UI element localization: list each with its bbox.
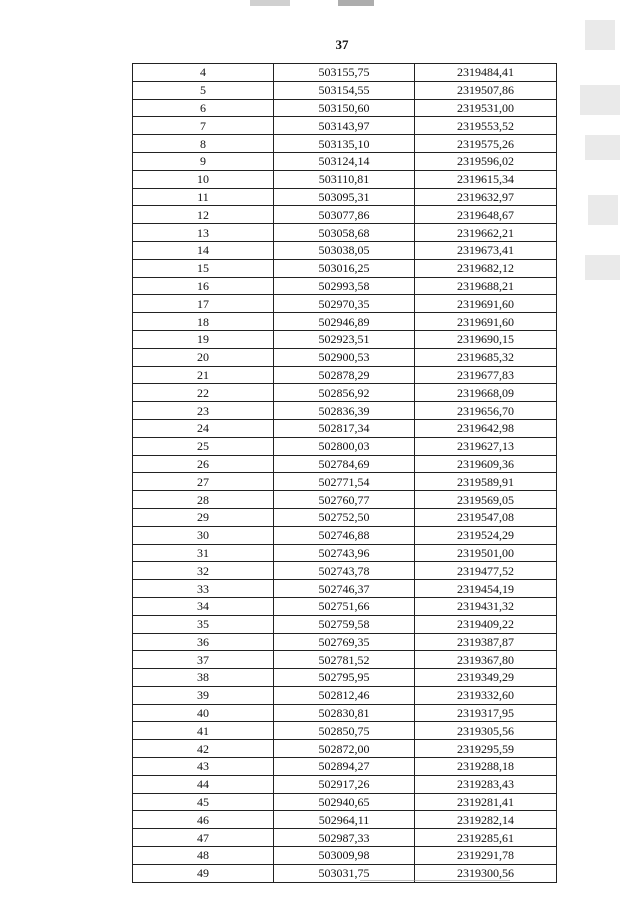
point-number-cell: 21	[133, 366, 274, 384]
table-row	[133, 491, 557, 509]
y-coordinate-cell: 2319596,02	[415, 152, 557, 170]
point-number-cell: 49	[133, 864, 274, 882]
x-coordinate-cell: 502781,52	[274, 651, 415, 669]
x-coordinate-cell: 502760,77	[274, 491, 415, 509]
x-coordinate-cell: 503143,97	[274, 117, 415, 135]
y-coordinate-cell: 2319547,08	[415, 508, 557, 526]
table-row	[133, 793, 557, 811]
table-row	[133, 117, 557, 135]
point-number-cell: 35	[133, 615, 274, 633]
table-row	[133, 295, 557, 313]
y-coordinate-cell: 2319349,29	[415, 669, 557, 687]
point-number-cell: 42	[133, 740, 274, 758]
point-number-cell: 43	[133, 758, 274, 776]
x-coordinate-cell: 503095,31	[274, 188, 415, 206]
y-coordinate-cell: 2319642,98	[415, 419, 557, 437]
x-coordinate-cell: 502800,03	[274, 437, 415, 455]
point-number-cell: 4	[133, 64, 274, 82]
point-number-cell: 27	[133, 473, 274, 491]
point-number-cell: 23	[133, 402, 274, 420]
table-row	[133, 811, 557, 829]
x-coordinate-cell: 502771,54	[274, 473, 415, 491]
table-row	[133, 152, 557, 170]
scan-artifact-right	[585, 20, 615, 50]
x-coordinate-cell: 502812,46	[274, 686, 415, 704]
x-coordinate-cell: 502940,65	[274, 793, 415, 811]
table-row	[133, 633, 557, 651]
y-coordinate-cell: 2319317,95	[415, 704, 557, 722]
table-row	[133, 384, 557, 402]
y-coordinate-cell: 2319281,41	[415, 793, 557, 811]
y-coordinate-cell: 2319531,00	[415, 99, 557, 117]
table-row	[133, 829, 557, 847]
y-coordinate-cell: 2319668,09	[415, 384, 557, 402]
y-coordinate-cell: 2319283,43	[415, 775, 557, 793]
y-coordinate-cell: 2319673,41	[415, 241, 557, 259]
x-coordinate-cell: 502856,92	[274, 384, 415, 402]
y-coordinate-cell: 2319295,59	[415, 740, 557, 758]
x-coordinate-cell: 502759,58	[274, 615, 415, 633]
table-row	[133, 473, 557, 491]
y-coordinate-cell: 2319615,34	[415, 170, 557, 188]
x-coordinate-cell: 502993,58	[274, 277, 415, 295]
point-number-cell: 17	[133, 295, 274, 313]
y-coordinate-cell: 2319691,60	[415, 313, 557, 331]
point-number-cell: 22	[133, 384, 274, 402]
x-coordinate-cell: 503038,05	[274, 241, 415, 259]
y-coordinate-cell: 2319285,61	[415, 829, 557, 847]
x-coordinate-cell: 503009,98	[274, 847, 415, 865]
y-coordinate-cell: 2319431,32	[415, 597, 557, 615]
point-number-cell: 20	[133, 348, 274, 366]
x-coordinate-cell: 502743,96	[274, 544, 415, 562]
point-number-cell: 40	[133, 704, 274, 722]
x-coordinate-cell: 503124,14	[274, 152, 415, 170]
point-number-cell: 33	[133, 580, 274, 598]
point-number-cell: 11	[133, 188, 274, 206]
point-number-cell: 32	[133, 562, 274, 580]
table-row	[133, 722, 557, 740]
table-row	[133, 206, 557, 224]
point-number-cell: 6	[133, 99, 274, 117]
table-row	[133, 348, 557, 366]
point-number-cell: 9	[133, 152, 274, 170]
x-coordinate-cell: 503155,75	[274, 64, 415, 82]
table-row	[133, 188, 557, 206]
y-coordinate-cell: 2319409,22	[415, 615, 557, 633]
y-coordinate-cell: 2319300,56	[415, 864, 557, 882]
x-coordinate-cell: 503016,25	[274, 259, 415, 277]
x-coordinate-cell: 502751,66	[274, 597, 415, 615]
y-coordinate-cell: 2319501,00	[415, 544, 557, 562]
y-coordinate-cell: 2319524,29	[415, 526, 557, 544]
x-coordinate-cell: 502850,75	[274, 722, 415, 740]
x-coordinate-cell: 503150,60	[274, 99, 415, 117]
y-coordinate-cell: 2319632,97	[415, 188, 557, 206]
table-row	[133, 562, 557, 580]
y-coordinate-cell: 2319454,19	[415, 580, 557, 598]
x-coordinate-cell: 502946,89	[274, 313, 415, 331]
point-number-cell: 25	[133, 437, 274, 455]
table-row	[133, 615, 557, 633]
y-coordinate-cell: 2319691,60	[415, 295, 557, 313]
point-number-cell: 30	[133, 526, 274, 544]
table-row	[133, 847, 557, 865]
point-number-cell: 18	[133, 313, 274, 331]
point-number-cell: 39	[133, 686, 274, 704]
point-number-cell: 28	[133, 491, 274, 509]
x-coordinate-cell: 502830,81	[274, 704, 415, 722]
point-number-cell: 41	[133, 722, 274, 740]
x-coordinate-cell: 502795,95	[274, 669, 415, 687]
table-row	[133, 455, 557, 473]
scan-artifact-bottom	[360, 880, 510, 881]
point-number-cell: 24	[133, 419, 274, 437]
point-number-cell: 15	[133, 259, 274, 277]
x-coordinate-cell: 502878,29	[274, 366, 415, 384]
y-coordinate-cell: 2319569,05	[415, 491, 557, 509]
y-coordinate-cell: 2319690,15	[415, 330, 557, 348]
table-row	[133, 508, 557, 526]
x-coordinate-cell: 502746,37	[274, 580, 415, 598]
y-coordinate-cell: 2319332,60	[415, 686, 557, 704]
x-coordinate-cell: 502836,39	[274, 402, 415, 420]
x-coordinate-cell: 503154,55	[274, 81, 415, 99]
table-row	[133, 402, 557, 420]
y-coordinate-cell: 2319575,26	[415, 135, 557, 153]
coordinates-table-body	[133, 64, 557, 883]
table-row	[133, 758, 557, 776]
table-row	[133, 241, 557, 259]
point-number-cell: 14	[133, 241, 274, 259]
table-row	[133, 651, 557, 669]
x-coordinate-cell: 503077,86	[274, 206, 415, 224]
y-coordinate-cell: 2319288,18	[415, 758, 557, 776]
table-row	[133, 580, 557, 598]
y-coordinate-cell: 2319589,91	[415, 473, 557, 491]
point-number-cell: 36	[133, 633, 274, 651]
point-number-cell: 13	[133, 224, 274, 242]
y-coordinate-cell: 2319627,13	[415, 437, 557, 455]
x-coordinate-cell: 502872,00	[274, 740, 415, 758]
y-coordinate-cell: 2319291,78	[415, 847, 557, 865]
y-coordinate-cell: 2319688,21	[415, 277, 557, 295]
table-row	[133, 224, 557, 242]
x-coordinate-cell: 503110,81	[274, 170, 415, 188]
y-coordinate-cell: 2319507,86	[415, 81, 557, 99]
x-coordinate-cell: 502746,88	[274, 526, 415, 544]
table-row	[133, 99, 557, 117]
y-coordinate-cell: 2319648,67	[415, 206, 557, 224]
scan-artifact-right	[580, 85, 620, 115]
table-row	[133, 669, 557, 687]
point-number-cell: 46	[133, 811, 274, 829]
x-coordinate-cell: 502817,34	[274, 419, 415, 437]
y-coordinate-cell: 2319305,56	[415, 722, 557, 740]
y-coordinate-cell: 2319553,52	[415, 117, 557, 135]
table-row	[133, 81, 557, 99]
table-row	[133, 526, 557, 544]
x-coordinate-cell: 502917,26	[274, 775, 415, 793]
table-row	[133, 686, 557, 704]
table-row	[133, 544, 557, 562]
table-row	[133, 704, 557, 722]
x-coordinate-cell: 502894,27	[274, 758, 415, 776]
y-coordinate-cell: 2319484,41	[415, 64, 557, 82]
x-coordinate-cell: 503058,68	[274, 224, 415, 242]
point-number-cell: 47	[133, 829, 274, 847]
y-coordinate-cell: 2319282,14	[415, 811, 557, 829]
point-number-cell: 29	[133, 508, 274, 526]
table-row	[133, 313, 557, 331]
page-number: 37	[335, 37, 349, 52]
table-row	[133, 135, 557, 153]
point-number-cell: 44	[133, 775, 274, 793]
point-number-cell: 34	[133, 597, 274, 615]
scan-artifact-right	[588, 195, 618, 225]
table-row	[133, 330, 557, 348]
point-number-cell: 10	[133, 170, 274, 188]
point-number-cell: 19	[133, 330, 274, 348]
table-row	[133, 775, 557, 793]
table-row	[133, 170, 557, 188]
x-coordinate-cell: 502784,69	[274, 455, 415, 473]
x-coordinate-cell: 502987,33	[274, 829, 415, 847]
scan-artifact-right	[585, 255, 620, 280]
point-number-cell: 26	[133, 455, 274, 473]
point-number-cell: 31	[133, 544, 274, 562]
table-row	[133, 366, 557, 384]
point-number-cell: 8	[133, 135, 274, 153]
x-coordinate-cell: 503135,10	[274, 135, 415, 153]
y-coordinate-cell: 2319677,83	[415, 366, 557, 384]
x-coordinate-cell: 502923,51	[274, 330, 415, 348]
point-number-cell: 7	[133, 117, 274, 135]
y-coordinate-cell: 2319682,12	[415, 259, 557, 277]
table-row	[133, 259, 557, 277]
table-row	[133, 437, 557, 455]
y-coordinate-cell: 2319656,70	[415, 402, 557, 420]
table-row	[133, 277, 557, 295]
y-coordinate-cell: 2319367,80	[415, 651, 557, 669]
x-coordinate-cell: 502743,78	[274, 562, 415, 580]
y-coordinate-cell: 2319387,87	[415, 633, 557, 651]
y-coordinate-cell: 2319685,32	[415, 348, 557, 366]
x-coordinate-cell: 502900,53	[274, 348, 415, 366]
scan-artifact-right	[585, 135, 620, 160]
table-row	[133, 597, 557, 615]
point-number-cell: 12	[133, 206, 274, 224]
point-number-cell: 16	[133, 277, 274, 295]
point-number-cell: 5	[133, 81, 274, 99]
table-row	[133, 740, 557, 758]
x-coordinate-cell: 502752,50	[274, 508, 415, 526]
x-coordinate-cell: 502964,11	[274, 811, 415, 829]
y-coordinate-cell: 2319477,52	[415, 562, 557, 580]
y-coordinate-cell: 2319662,21	[415, 224, 557, 242]
x-coordinate-cell: 503031,75	[274, 864, 415, 882]
table-row	[133, 64, 557, 82]
table-row	[133, 419, 557, 437]
x-coordinate-cell: 502970,35	[274, 295, 415, 313]
x-coordinate-cell: 502769,35	[274, 633, 415, 651]
point-number-cell: 37	[133, 651, 274, 669]
point-number-cell: 48	[133, 847, 274, 865]
scan-artifact-top	[250, 0, 410, 10]
point-number-cell: 45	[133, 793, 274, 811]
y-coordinate-cell: 2319609,36	[415, 455, 557, 473]
point-number-cell: 38	[133, 669, 274, 687]
coordinates-table	[132, 63, 557, 883]
